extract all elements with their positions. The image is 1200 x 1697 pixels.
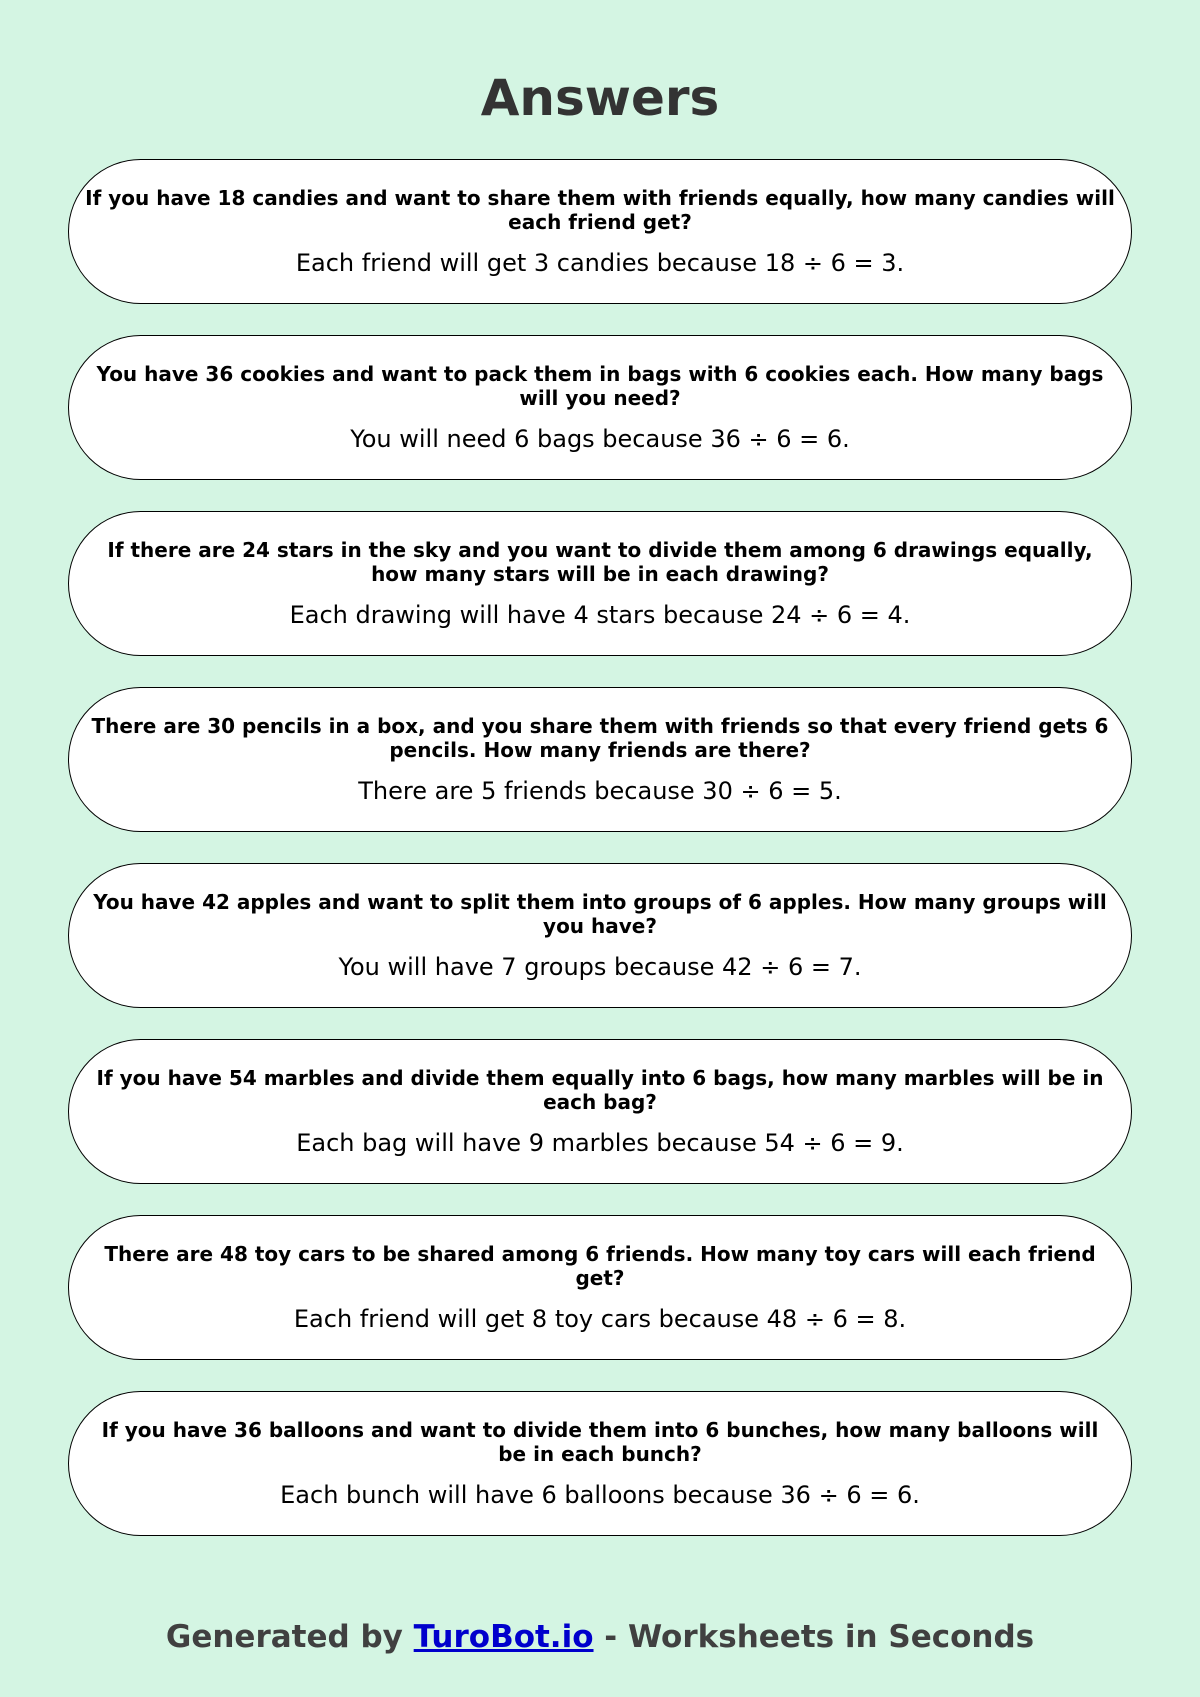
answer-card	[68, 1215, 1132, 1360]
answer-text: Each friend will get 3 candies because 18 ÷ 6 = 3.	[295, 248, 905, 277]
answer-text: Each drawing will have 4 stars because 24 ÷ 6 = 4.	[289, 600, 911, 629]
footer	[0, 1617, 1200, 1657]
question-text: You have 36 cookies and want to pack them in bags with 6 cookies each. How many bags will you need?	[96, 361, 1104, 410]
answer-text: Each friend will get 8 toy cars because 48 ÷ 6 = 8.	[293, 1304, 907, 1333]
answer-card	[68, 511, 1132, 656]
answer-text: Each bunch will have 6 balloons because 36 ÷ 6 = 6.	[280, 1480, 920, 1509]
answer-card	[68, 863, 1132, 1008]
footer-prefix: Generated by	[165, 1619, 414, 1655]
answer-card	[68, 335, 1132, 480]
answer-text: You will need 6 bags because 36 ÷ 6 = 6.	[350, 424, 850, 453]
answer-card	[68, 159, 1132, 304]
question-text: If there are 24 stars in the sky and you want to divide them among 6 drawings equally, how many stars will be in each drawing?	[107, 537, 1093, 586]
question-text: If you have 54 marbles and divide them equally into 6 bags, how many marbles will be in each bag?	[96, 1065, 1104, 1114]
answer-text: You will have 7 groups because 42 ÷ 6 = 7.	[338, 952, 862, 981]
footer-suffix: - Worksheets in Seconds	[593, 1619, 1035, 1655]
answer-card	[68, 1391, 1132, 1536]
answer-card	[68, 1039, 1132, 1184]
answer-card	[68, 687, 1132, 832]
question-text: There are 48 toy cars to be shared among 6 friends. How many toy cars will each friend get?	[104, 1241, 1096, 1290]
answer-list	[68, 159, 1132, 1567]
question-text: If you have 18 candies and want to share them with friends equally, how many candies will each friend get?	[85, 185, 1115, 234]
question-text: If you have 36 balloons and want to divide them into 6 bunches, how many balloons will be in each bunch?	[101, 1417, 1099, 1466]
answer-text: Each bag will have 9 marbles because 54 ÷ 6 = 9.	[296, 1128, 904, 1157]
turobot-link[interactable]: TuroBot.io	[413, 1619, 594, 1655]
page-title: Answers	[480, 69, 720, 127]
answer-text: There are 5 friends because 30 ÷ 6 = 5.	[358, 776, 842, 805]
question-text: You have 42 apples and want to split them into groups of 6 apples. How many groups will you have?	[93, 889, 1107, 938]
question-text: There are 30 pencils in a box, and you share them with friends so that every friend gets 6 pencils. How many friends are there?	[91, 713, 1109, 762]
